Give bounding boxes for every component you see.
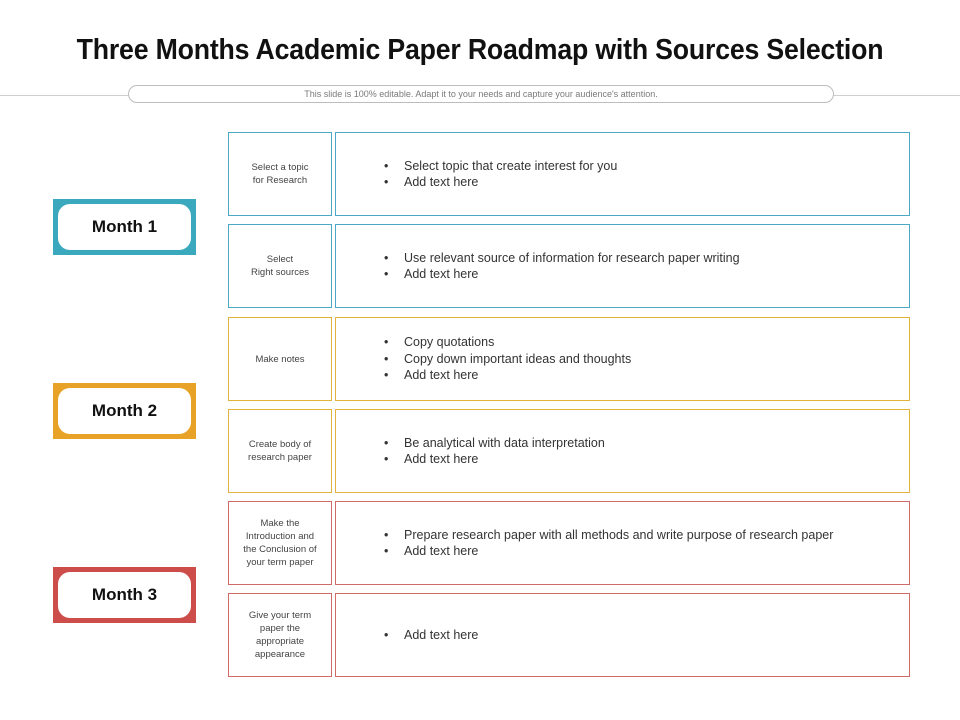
month-2-badge <box>53 383 196 439</box>
list-item: • Prepare research paper with all methods and write purpose of research paper <box>384 527 833 544</box>
detail-box-4 <box>335 409 910 493</box>
slide-title: Three Months Academic Paper Roadmap with Sources Selection <box>76 34 884 66</box>
detail-list-6 <box>336 627 478 644</box>
month-2-label: Month 2 <box>58 388 191 434</box>
detail-box-1 <box>335 132 910 216</box>
step-box-4: Create body of research paper <box>228 409 332 493</box>
detail-box-5 <box>335 501 910 585</box>
step-box-6: Give your term paper the appropriate appearance <box>228 593 332 677</box>
list-item: • Copy down important ideas and thoughts <box>384 351 631 368</box>
list-item: • Add text here <box>384 543 833 560</box>
detail-list-2 <box>336 250 740 283</box>
list-item: • Copy quotations <box>384 334 631 351</box>
detail-list-5 <box>336 527 833 560</box>
month-1-badge <box>53 199 196 255</box>
month-3-badge <box>53 567 196 623</box>
detail-box-3 <box>335 317 910 401</box>
month-1-label: Month 1 <box>58 204 191 250</box>
subtitle-banner: This slide is 100% editable. Adapt it to your needs and capture your audience's attention. <box>128 85 834 103</box>
list-item: • Add text here <box>384 627 478 644</box>
list-item: • Be analytical with data interpretation <box>384 435 605 452</box>
list-item: • Add text here <box>384 174 617 191</box>
list-item: • Add text here <box>384 266 740 283</box>
list-item: • Add text here <box>384 451 605 468</box>
step-box-5: Make the Introduction and the Conclusion of your term paper <box>228 501 332 585</box>
detail-list-3 <box>336 334 631 384</box>
detail-list-4 <box>336 435 605 468</box>
detail-box-2 <box>335 224 910 308</box>
list-item: • Add text here <box>384 367 631 384</box>
detail-list-1 <box>336 158 617 191</box>
step-box-1: Select a topic for Research <box>228 132 332 216</box>
step-box-2: Select Right sources <box>228 224 332 308</box>
step-box-3: Make notes <box>228 317 332 401</box>
month-3-label: Month 3 <box>58 572 191 618</box>
list-item: • Use relevant source of information for research paper writing <box>384 250 740 267</box>
list-item: • Select topic that create interest for you <box>384 158 617 175</box>
detail-box-6 <box>335 593 910 677</box>
